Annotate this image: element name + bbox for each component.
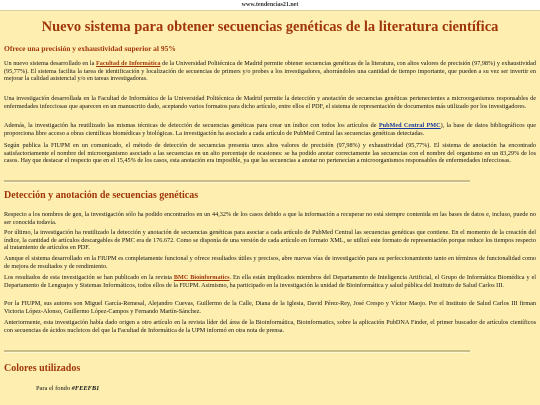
paragraph-investigacion: Una investigación desarrollada en la Facultad de Informática de la Universidad Politécnica de Madrid permite la detección y anotación de secuencias genéticas pertenecientes a microorganismos responsables de enfermedades infecciosas que aparecen en un manuscrito dado, aceptando varios formatos para dicho artículo, entre ellos el PDF, el sistema de representación de documentos más utilizado por los investigadores. (4, 95, 536, 110)
paragraph-text: Además, la investigación ha reutilizado las mismas técnicas de detección de secuencias genéticas para crear un índice con todos los artículos de (4, 122, 379, 129)
paragraph-nombres-gen: Respecto a los nombres de gen, la investigación sólo ha podido encontrarlos en un 44,32% de los casos debido a que la información a recuperar no está siempre contenida en las bases de datos e, incluso, puede no ser conocida todavía. (4, 211, 536, 226)
paragraph-text: . En ella están implicados miembros del Departamento de Inteligencia Artificial, el Grupo de Informática Biomédica y el Departamento de Lenguajes y Sistemas Informáticos, todos ellos de la FIUPM. Asimismo, ha participado en la investigación la unidad de Bioinformática y salud pública del Instituto de Salud Carlos III. (4, 274, 536, 289)
color-info (36, 385, 99, 393)
section-divider (4, 350, 470, 353)
color-value: #FEEFB1 (71, 385, 100, 392)
paragraph-text: ), la base de datos bibliográficos que proporciona libre acceso a obras científicas biomédicas y biológicas. La investigación ha asociado a cada artículo de PubMed Central las secuencias genéticas detectadas. (4, 122, 536, 137)
paragraph-autores: Por la FIUPM, sus autores son Miguel García-Remesal, Alejandro Cuevas, Guillermo de la Calle, Diana de la Iglesia, David Pérez-Rey, José Crespo y Víctor Maojo. Por el Instituto de Salud Carlos III firman Victoria López-Alonso, Guillermo López-Campos y Fernando Martín-Sánchez. (4, 300, 536, 315)
color-label: Para el fondo (36, 385, 72, 392)
section-divider (4, 180, 470, 183)
site-url-bar: www.tendencias21.net (0, 0, 540, 11)
paragraph-publicacion (4, 274, 536, 289)
paragraph-pubdna: Anteriormente, esta investigación había dado origen a otro artículo en la revista líder del área de la Bioinformática, Bioinformatics, sobre la aplicación PubDNA Finder, el primer buscador de artículos científicos con secuencias de ácidos nucleicos del que la Facultad de Informática de la UPM informó en otra nota de prensa. (4, 319, 536, 334)
paragraph-text: de la Universidad Politécnica de Madrid permite obtener secuencias genéticas de la literatura, con altos valores de precisión (97,98%) y exhaustividad (95,77%). El sistema facilita la tarea de identificación y localización de secuencias de primers y/o probes a los investigadores, ahorrándoles una cantidad de tiempo importante, que pueden a su vez ser invertir en mejorar la calidad asistencial y/o en tareas investigadoras. (4, 60, 536, 83)
paragraph-indice: Por último, la investigación ha reutilizado la detección y anotación de secuencias genéticas para asociar a cada artículo de PubMed Central las secuencias genéticas que contiene. En el momento de la creación del índice, la cantidad de artículos descargables de PMC era de 176.672. Como se disponía de una versión de cada artículo en formato XML, se utilizó este formato de representación porque reduce los tiempos respecto al tratamiento de artículos en PDF. (4, 229, 536, 252)
link-pubmed-central[interactable]: PubMed Central PMC (378, 122, 441, 129)
paragraph-text: Los resultados de esta investigación se han publicado en la revista (4, 274, 174, 281)
section-title-colores: Colores utilizados (4, 363, 81, 374)
paragraph-resultados: Según publica la FIUPM en un comunicado, el método de detección de secuencias presenta unos altos valores de precisión (97,98%) y exhaustividad (95,77%). El sistema de anotación ha encontrado satisfactoriamente el nombre del microorganismo asociado a las secuencias en un alto porcentaje de ocasiones: se ha podido anotar correctamente las secuencias con el nombre del organismo en un 83,29% de los casos. Hay que destacar el respecto que en el 15,45% de los casos, esta anotación era imposible, ya que las secuencias a anotar no pertenecían a microorganismos responsables de enfermedades infecciosas. (4, 142, 536, 165)
paragraph-pubmed (4, 122, 536, 137)
paragraph-text: Un nuevo sistema desarrollado en la (4, 60, 97, 67)
paragraph-funcional: Aunque el sistema desarrollado en la FIUPM es completamente funcional y ofrece resultados útiles y precisos, abre nuevas vías de investigación para su perfeccionamiento tanto en términos de funcionalidad como de mejora de resultados y de rendimiento. (4, 255, 536, 270)
link-facultad-informatica[interactable]: Facultad de Informática (96, 60, 161, 67)
page-title: Nuevo sistema para obtener secuencias genéticas de la literatura científica (41, 19, 499, 35)
section-title-deteccion: Detección y anotación de secuencias genéticas (4, 190, 199, 201)
paragraph-intro (4, 60, 536, 83)
article-subtitle: Ofrece una precisión y exhaustividad superior al 95% (4, 44, 176, 53)
link-bmc-bioinformatics[interactable]: BMC Bioinformatics (173, 274, 230, 281)
